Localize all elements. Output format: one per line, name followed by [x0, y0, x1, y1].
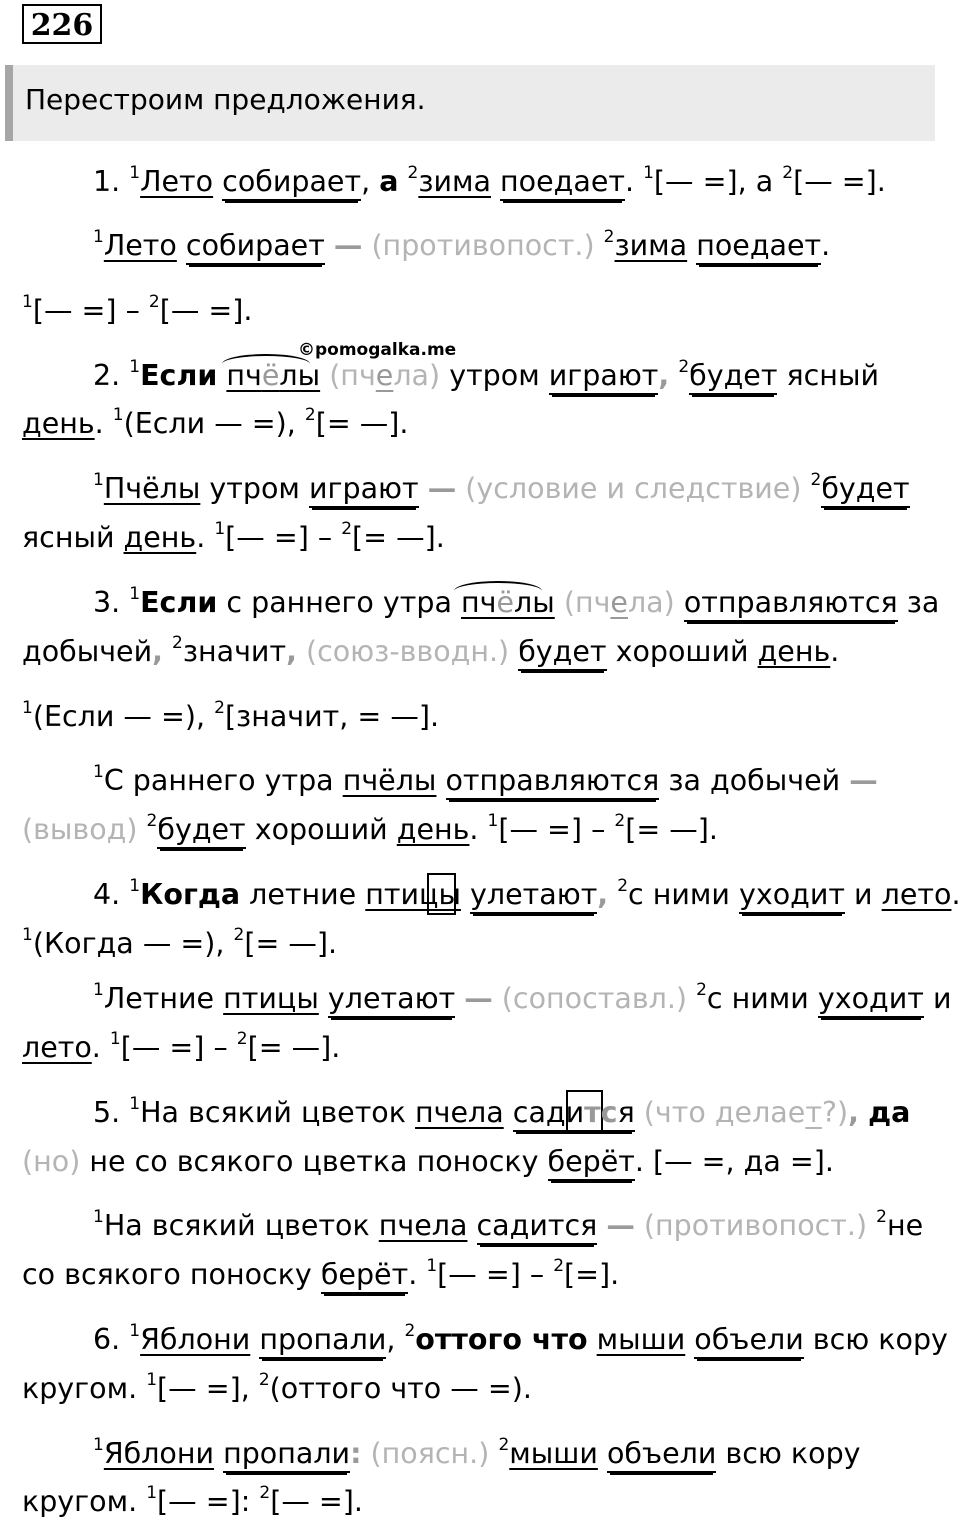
line-16: лето. $^1$[— =] – $^2$[= —].	[22, 1029, 341, 1064]
line-17: 5. $^1$На всякий цветок пчела садится (что делает?), да	[93, 1093, 910, 1133]
line-21: 6. $^1$Яблони пропали, $^2$оттого что мыши объели всю кору	[93, 1320, 948, 1360]
line-7: ясный день. $^1$[— =] – $^2$[= —].	[22, 519, 445, 554]
line-23: $^1$Яблони пропали: (поясн.) $^2$мыши объели всю кору	[93, 1434, 861, 1474]
task-number: 226	[22, 4, 102, 44]
line-6: $^1$Пчёлы утром играют — (условие и следствие) $^2$будет	[93, 469, 910, 509]
watermark: ©pomogalka.me	[298, 340, 457, 360]
line-11: $^1$С раннего утра пчёлы отправляются за добычей —	[93, 761, 878, 801]
line-9: добычей, $^2$значит, (союз-вводн.) будет хороший день.	[22, 632, 839, 672]
line-19: $^1$На всякий цветок пчела садится — (противопост.) $^2$не	[93, 1206, 923, 1246]
line-15: $^1$Летние птицы улетают — (сопоставл.) $^2$с ними уходит и	[93, 979, 951, 1019]
line-22: кругом. $^1$[— =], $^2$(оттого что — =).	[22, 1370, 532, 1405]
line-13: 4. $^1$Когда летние птицы улетают, $^2$с ними уходит и лето.	[93, 875, 960, 915]
line-8: 3. $^1$Если с раннего утра пчёлы (пчела) отправляются за	[93, 583, 939, 623]
line-2: $^1$Лето собирает — (противопост.) $^2$зима поедает.	[93, 226, 830, 266]
header-title: Перестроим предложения.	[25, 83, 426, 116]
line-5: день. $^1$(Если — =), $^2$[= —].	[22, 405, 409, 440]
line-1: 1. $^1$Лето собирает, а $^2$зима поедает. $^1$[— =], а $^2$[— =].	[93, 162, 886, 202]
line-3: $^1$[— =] – $^2$[— =].	[22, 292, 253, 327]
header-bar	[5, 65, 935, 141]
line-24: кругом. $^1$[— =]: $^2$[— =].	[22, 1483, 363, 1518]
line-4: 2. $^1$Если пчёлы (пчела) утром играют, $^2$будет ясный	[93, 356, 879, 396]
line-12: (вывод) $^2$будет хороший день. $^1$[— =] – $^2$[= —].	[22, 810, 718, 850]
line-18: (но) не со всякого цветка поноску берёт. [— =, да =].	[22, 1142, 834, 1182]
line-20: со всякого поноску берёт. $^1$[— =] – $^2$[=].	[22, 1255, 619, 1295]
line-14: $^1$(Когда — =), $^2$[= —].	[22, 925, 338, 960]
line-10: $^1$(Если — =), $^2$[значит, = —].	[22, 698, 440, 733]
